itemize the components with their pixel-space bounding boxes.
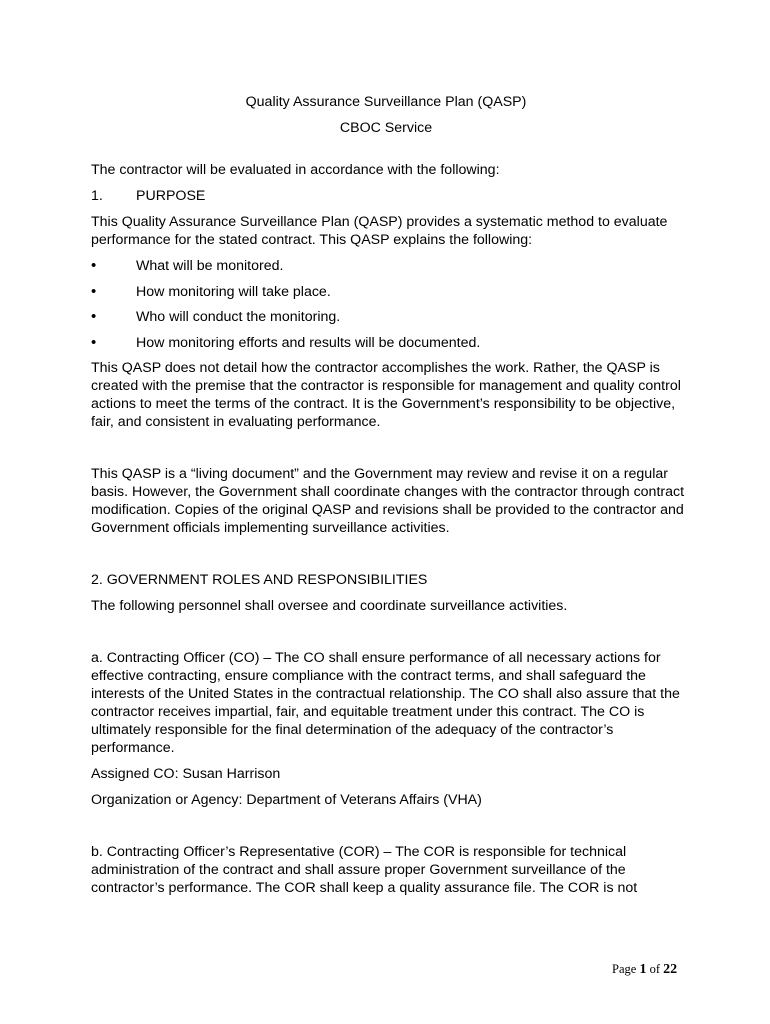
intro-text: The contractor will be evaluated in accordance with the following: [91,162,500,178]
bullet-icon: • [91,333,97,351]
contracting-officer-paragraph: a. Contracting Officer (CO) – The CO shall ensure performance of all necessary actions for effective contracting, ensure compliance with the contract terms, and shall safeguard the interests of the United States in the contractual relationship. The CO shall also assure that the contractor receives impartial, fair, and equitable treatment under this contract. The CO is ultimately responsible for the final determination of the adequacy of the contractor’s performance. [91,650,680,756]
section-2-intro: The following personnel shall oversee and coordinate surveillance activities. [91,598,568,614]
section-1-title: PURPOSE [136,188,206,204]
section-2-heading: 2. GOVERNMENT ROLES AND RESPONSIBILITIES [91,572,428,588]
section-1-heading [91,187,691,205]
bullet-icon: • [91,308,97,325]
page-current: 1 [639,962,647,977]
document-body [91,93,691,897]
section-1-number: 1. [91,188,103,204]
list-item-text: What will be monitored. [136,258,284,274]
bullet-icon: • [91,257,97,274]
document-title: Quality Assurance Surveillance Plan (QASP) [245,94,527,110]
list-item [91,257,691,275]
list-item [91,334,691,352]
organization: Organization or Agency: Department of Veterans Affairs (VHA) [91,792,482,808]
list-item [91,308,691,326]
bullet-icon: • [91,282,97,300]
document-subtitle: CBOC Service [339,120,433,136]
list-item-text: Who will conduct the monitoring. [136,309,341,325]
monitoring-list [91,257,691,352]
section-1-paragraph-2: This QASP does not detail how the contractor accomplishes the work. Rather, the QASP is created with the premise that the contractor is responsible for management and quality control actions to meet the terms of the contract. It is the Government’s responsibility to be objective, fair, and consistent in evaluating performance. [91,360,681,430]
section-1-paragraph-3: This QASP is a “living document” and the Government may review and revise it on a regular basis. However, the Government shall coordinate changes with the contractor through contract modification. Copies of the original QASP and revisions shall be provided to the contractor and Government officials implementing surveillance activities. [91,466,685,536]
cor-paragraph: b. Contracting Officer’s Representative (COR) – The COR is responsible for technical administration of the contract and shall assure proper Government surveillance of the contractor’s performance. The COR shall keep a quality assurance file. The COR is not [91,844,638,896]
list-item-text: How monitoring efforts and results will be documented. [136,334,481,351]
of-word: of [649,962,660,976]
list-item-text: How monitoring will take place. [136,283,331,300]
list-item [91,283,691,301]
page-word: Page [612,962,637,976]
section-1-paragraph-1: This Quality Assurance Surveillance Plan (QASP) provides a systematic method to evaluate performance for the stated contract. This QASP explains the following: [91,214,668,248]
page-number [612,960,677,979]
page-total: 22 [663,962,678,977]
assigned-co: Assigned CO: Susan Harrison [91,766,281,782]
